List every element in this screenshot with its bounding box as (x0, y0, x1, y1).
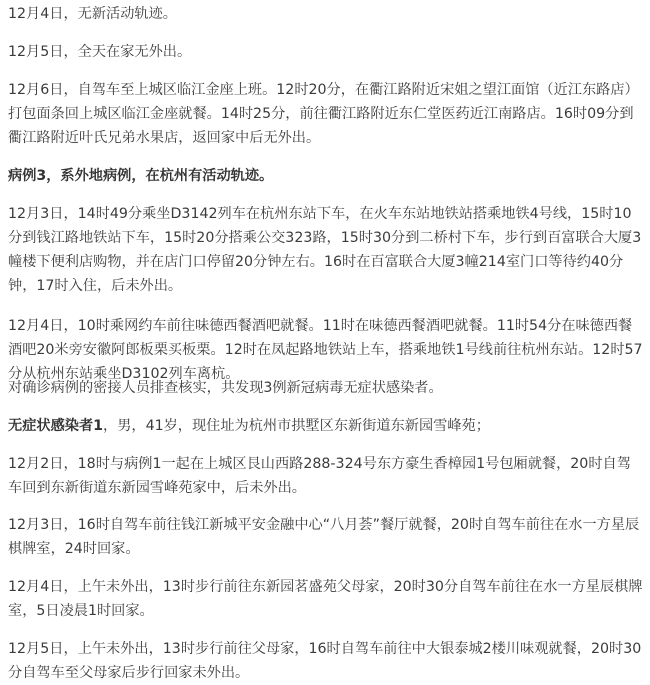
paragraph-dec3-case3: 12月3日，14时49分乘坐D3142列车在杭州东站下车，在火车东站地铁站搭乘地铁4号线，15时10分到钱江路地铁站下车，15时20分搭乘公交323路，15时30分到二桥村下车，步行到百富联合大厦3幢楼下便利店购物，并在店门口停留20分钟左右。16时在百富联合大厦3幢214室门口等待约40分钟，17时入住，后未外出。 (8, 206, 642, 294)
asymptomatic-1-intro (8, 414, 645, 438)
case3-heading: 病例3，系外地病例，在杭州有活动轨迹。 (8, 168, 274, 184)
paragraph-dec3-asymptomatic1: 12月3日，16时自驾车前往钱江新城平安金融中心“八月荟”餐厅就餐，20时自驾车前往在水一方星辰棋牌室，24时回家。 (8, 517, 640, 557)
paragraph-dec5-asymptomatic1: 12月5日，上午未外出，13时步行前往父母家，16时自驾车前往中大银泰城2楼川味观就餐，20时30分自驾车至父母家后步行回家未外出。 (8, 641, 642, 681)
paragraph-close-contacts-summary: 对确诊病例的密接人员排查核实，共发现3例新冠病毒无症状感染者。 (8, 380, 443, 396)
paragraph-dec2-asymptomatic1: 12月2日，18时与病例1一起在上城区艮山西路288-324号东方豪生香樟园1号包厢就餐，20时自驾车回到东新街道东新园雪峰苑家中，后未外出。 (8, 456, 631, 496)
asymptomatic-1-label: 无症状感染者1 (8, 418, 103, 434)
paragraph-dec6-case2: 12月6日，自驾车至上城区临江金座上班。12时20分，在衢江路附近宋姐之望江面馆（近江东路店）打包面条回上城区临江金座就餐。14时25分，前往衢江路附近东仁堂医药近江南路店。16时09分到衢江路附近叶氏兄弟水果店，返回家中后无外出。 (8, 82, 639, 146)
paragraph-dec5-case2: 12月5日，全天在家无外出。 (8, 44, 192, 60)
paragraph-dec4-case2: 12月4日，无新活动轨迹。 (8, 6, 177, 22)
paragraph-dec4-asymptomatic1: 12月4日，上午未外出，13时步行前往东新园茗盛苑父母家，20时30分自驾车前往在水一方星辰棋牌室，5日凌晨1时回家。 (8, 579, 643, 619)
asymptomatic-1-details: ，男，41岁，现住址为杭州市拱墅区东新街道东新园雪峰苑； (103, 418, 490, 434)
paragraph-dec4-case3: 12月4日，10时乘网约车前往味德西餐酒吧就餐。11时在味德西餐酒吧就餐。11时54分在味德西餐酒吧20米旁安徽阿郎板栗买板栗。12时在凤起路地铁站上车，搭乘地铁1号线前往杭州东站。12时57分从杭州东站乘坐D3102列车离杭。 (8, 318, 643, 382)
